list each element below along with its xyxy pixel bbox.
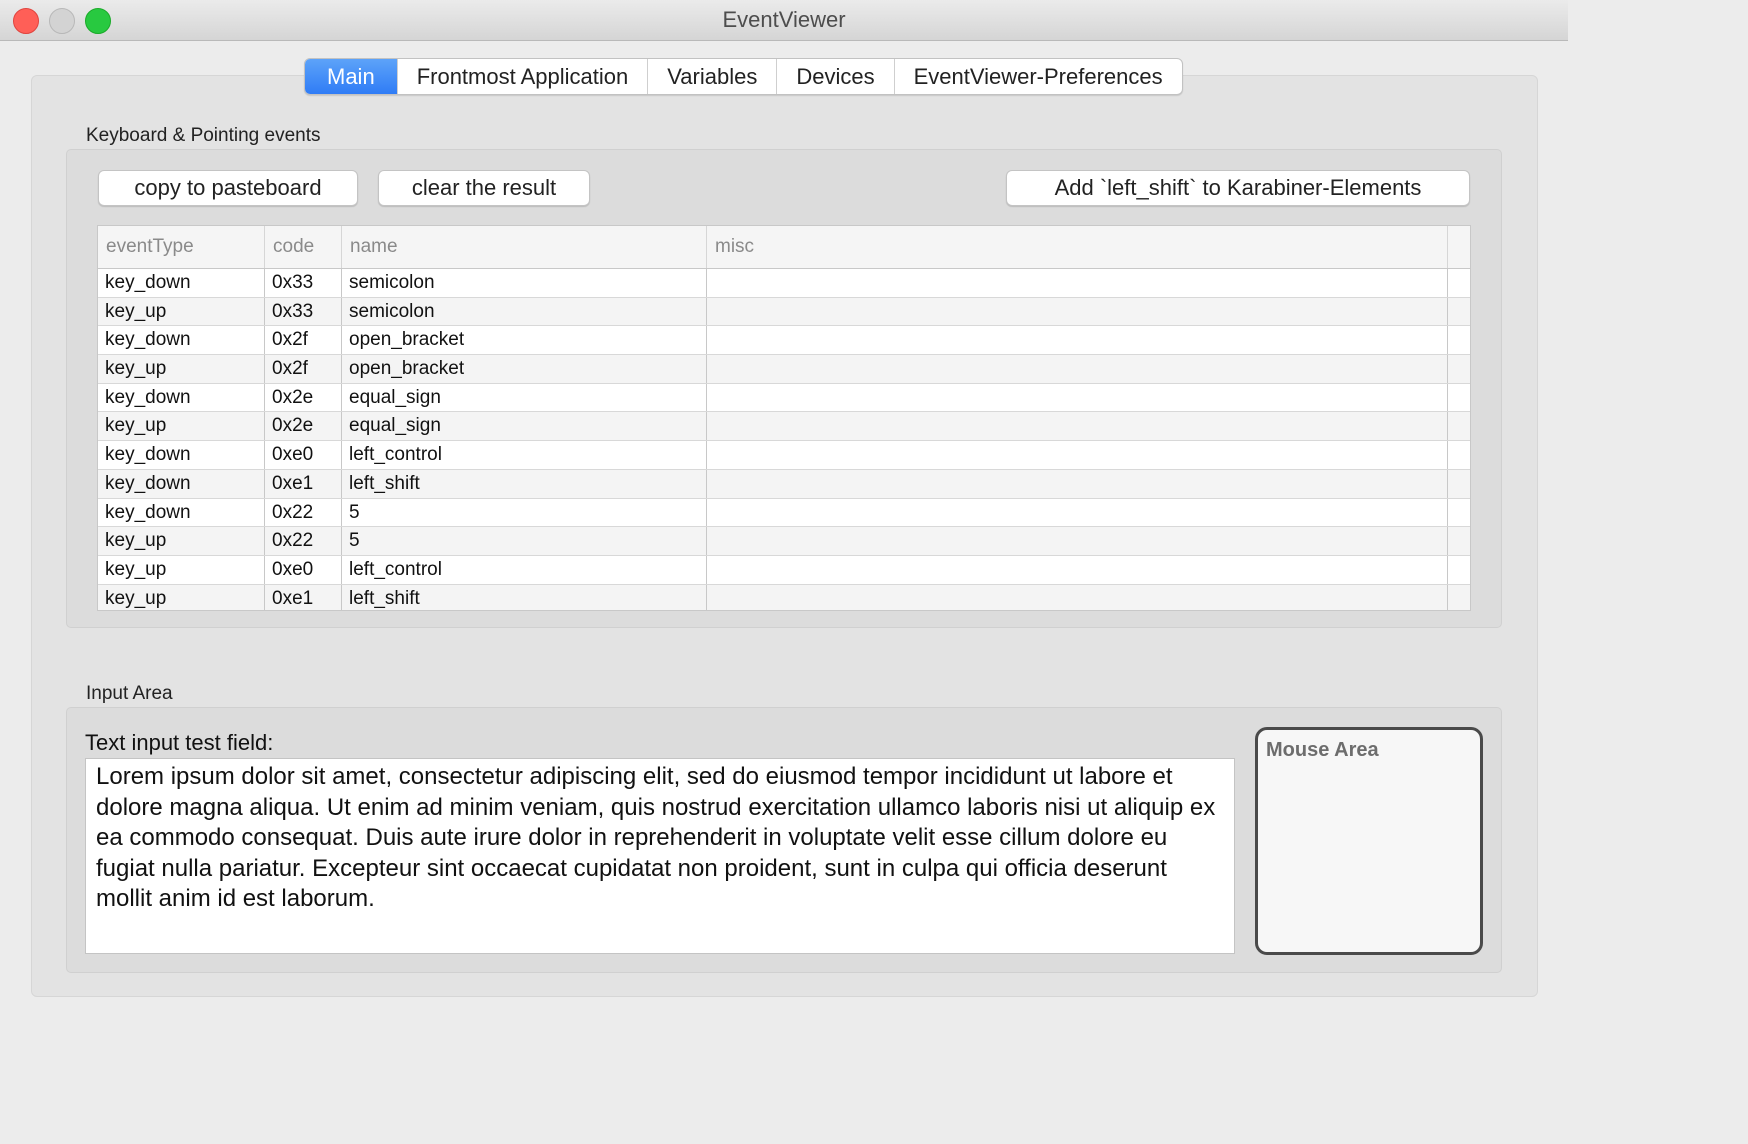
add-to-karabiner-button[interactable]: Add `left_shift` to Karabiner-Elements bbox=[1006, 170, 1470, 206]
cell-misc bbox=[707, 499, 1448, 527]
mouse-area-label: Mouse Area bbox=[1266, 739, 1379, 761]
cell-eventtype: key_up bbox=[98, 355, 265, 383]
cell-name: left_control bbox=[342, 441, 707, 469]
cell-spacer bbox=[1448, 355, 1470, 383]
cell-code: 0x33 bbox=[265, 269, 342, 297]
cell-misc bbox=[707, 269, 1448, 297]
cell-name: semicolon bbox=[342, 298, 707, 326]
tab-frontmost-application[interactable]: Frontmost Application bbox=[398, 59, 649, 94]
cell-eventtype: key_up bbox=[98, 556, 265, 584]
cell-spacer bbox=[1448, 527, 1470, 555]
column-header-name[interactable]: name bbox=[342, 226, 707, 268]
table-row[interactable] bbox=[98, 326, 1470, 355]
title-bar bbox=[0, 0, 1568, 41]
table-row[interactable] bbox=[98, 470, 1470, 499]
column-header-misc[interactable]: misc bbox=[707, 226, 1448, 268]
cell-misc bbox=[707, 298, 1448, 326]
tab-devices[interactable]: Devices bbox=[777, 59, 894, 94]
cell-eventtype: key_up bbox=[98, 585, 265, 611]
cell-spacer bbox=[1448, 441, 1470, 469]
cell-misc bbox=[707, 441, 1448, 469]
cell-spacer bbox=[1448, 556, 1470, 584]
copy-to-pasteboard-button[interactable]: copy to pasteboard bbox=[98, 170, 358, 206]
cell-misc bbox=[707, 585, 1448, 611]
cell-eventtype: key_up bbox=[98, 298, 265, 326]
cell-eventtype: key_up bbox=[98, 527, 265, 555]
cell-spacer bbox=[1448, 298, 1470, 326]
cell-code: 0x2e bbox=[265, 412, 342, 440]
cell-name: left_shift bbox=[342, 470, 707, 498]
table-row[interactable] bbox=[98, 585, 1470, 611]
cell-spacer bbox=[1448, 412, 1470, 440]
table-row[interactable] bbox=[98, 499, 1470, 528]
column-header-code[interactable]: code bbox=[265, 226, 342, 268]
cell-eventtype: key_down bbox=[98, 384, 265, 412]
cell-code: 0xe1 bbox=[265, 585, 342, 611]
cell-spacer bbox=[1448, 326, 1470, 354]
table-row[interactable] bbox=[98, 441, 1470, 470]
cell-misc bbox=[707, 556, 1448, 584]
table-row[interactable] bbox=[98, 269, 1470, 298]
cell-code: 0x22 bbox=[265, 499, 342, 527]
text-input-test-field[interactable]: Lorem ipsum dolor sit amet, consectetur adipiscing elit, sed do eiusmod tempor incididunt ut labore et dolore magna aliqua. Ut enim ad minim veniam, quis nostrud exercitation ullamco laboris nisi ut aliquip ex ea commodo consequat. Duis aute irure dolor in reprehenderit in voluptate velit esse cillum dolore eu fugiat nulla pariatur. Excepteur sint occaecat cupidatat non proident, sunt in culpa qui officia deserunt mollit anim id est laborum. bbox=[85, 758, 1235, 954]
mouse-area[interactable] bbox=[1255, 727, 1483, 955]
cell-name: semicolon bbox=[342, 269, 707, 297]
cell-eventtype: key_down bbox=[98, 499, 265, 527]
clear-result-button[interactable]: clear the result bbox=[378, 170, 590, 206]
cell-spacer bbox=[1448, 585, 1470, 611]
cell-code: 0xe0 bbox=[265, 556, 342, 584]
cell-name: open_bracket bbox=[342, 355, 707, 383]
column-header-spacer bbox=[1448, 226, 1470, 268]
window-title: EventViewer bbox=[722, 7, 846, 32]
cell-code: 0x33 bbox=[265, 298, 342, 326]
cell-misc bbox=[707, 412, 1448, 440]
table-row[interactable] bbox=[98, 298, 1470, 327]
cell-name: left_shift bbox=[342, 585, 707, 611]
cell-spacer bbox=[1448, 470, 1470, 498]
table-row[interactable] bbox=[98, 384, 1470, 413]
text-field-label: Text input test field: bbox=[85, 730, 274, 755]
tab-bar bbox=[304, 58, 1183, 95]
cell-misc bbox=[707, 470, 1448, 498]
events-table-header bbox=[98, 226, 1470, 269]
cell-name: open_bracket bbox=[342, 326, 707, 354]
cell-eventtype: key_down bbox=[98, 326, 265, 354]
cell-eventtype: key_down bbox=[98, 441, 265, 469]
tab-main[interactable]: Main bbox=[305, 59, 398, 94]
cell-name: equal_sign bbox=[342, 412, 707, 440]
cell-spacer bbox=[1448, 499, 1470, 527]
cell-misc bbox=[707, 527, 1448, 555]
table-row[interactable] bbox=[98, 412, 1470, 441]
cell-name: equal_sign bbox=[342, 384, 707, 412]
tab-eventviewer-preferences[interactable]: EventViewer-Preferences bbox=[913, 64, 1163, 89]
cell-eventtype: key_up bbox=[98, 412, 265, 440]
events-group-label: Keyboard & Pointing events bbox=[86, 125, 321, 146]
cell-misc bbox=[707, 384, 1448, 412]
table-row[interactable] bbox=[98, 355, 1470, 384]
cell-misc bbox=[707, 355, 1448, 383]
cell-eventtype: key_down bbox=[98, 269, 265, 297]
cell-code: 0xe1 bbox=[265, 470, 342, 498]
input-group-label: Input Area bbox=[86, 683, 173, 704]
cell-code: 0x22 bbox=[265, 527, 342, 555]
events-table-body bbox=[98, 269, 1470, 611]
cell-code: 0x2f bbox=[265, 326, 342, 354]
cell-code: 0x2e bbox=[265, 384, 342, 412]
events-table[interactable] bbox=[97, 225, 1471, 611]
cell-spacer bbox=[1448, 269, 1470, 297]
cell-name: 5 bbox=[342, 499, 707, 527]
cell-name: left_control bbox=[342, 556, 707, 584]
column-header-eventtype[interactable]: eventType bbox=[98, 226, 265, 268]
table-row[interactable] bbox=[98, 527, 1470, 556]
table-row[interactable] bbox=[98, 556, 1470, 585]
cell-eventtype: key_down bbox=[98, 470, 265, 498]
cell-name: 5 bbox=[342, 527, 707, 555]
cell-misc bbox=[707, 326, 1448, 354]
cell-code: 0x2f bbox=[265, 355, 342, 383]
tab-variables[interactable]: Variables bbox=[648, 59, 777, 94]
cell-code: 0xe0 bbox=[265, 441, 342, 469]
cell-spacer bbox=[1448, 384, 1470, 412]
